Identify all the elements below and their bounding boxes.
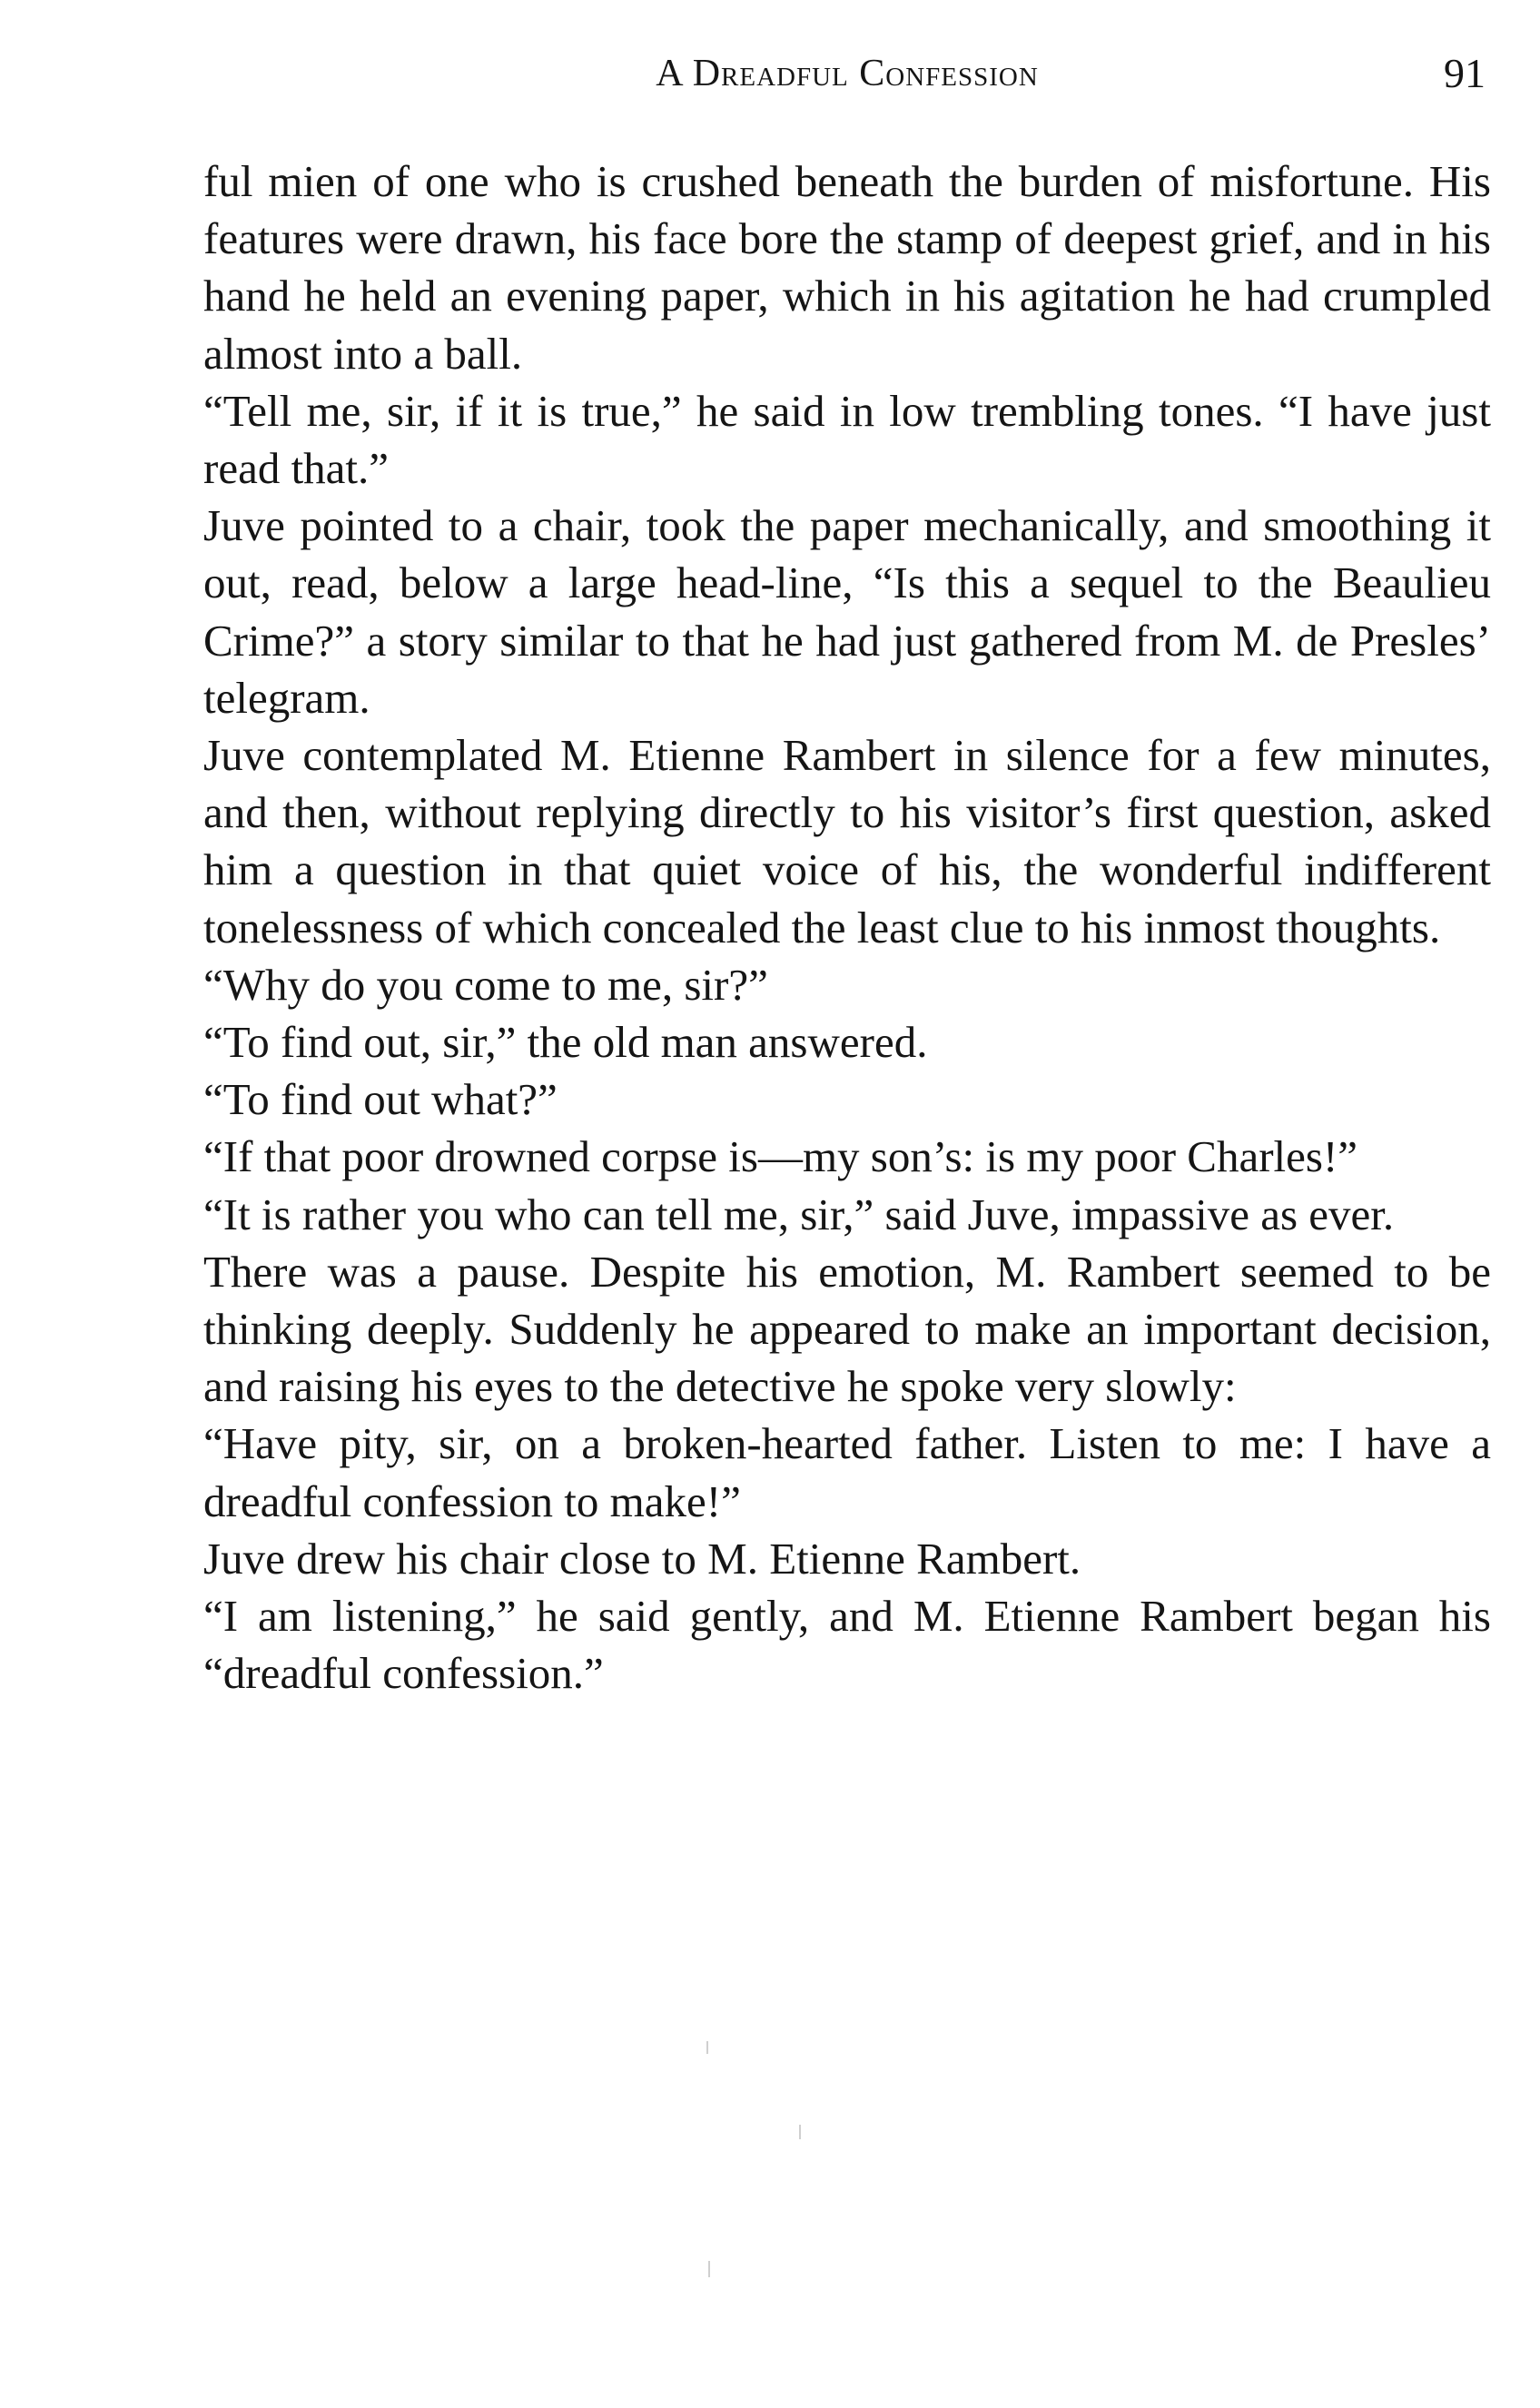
paragraph-4: Juve contemplated M. Etienne Rambert in silence for a few minutes, and then, without replying directly to his visitor’s first question, asked him a question in that quiet voice of his, the wonderful indifferent tonelessness of which concealed the least clue to his inmost thoughts. <box>203 730 1491 952</box>
paragraph-1: ful mien of one who is crushed beneath the burden of misfortune. His features were drawn, his face bore the stamp of deepest grief, and in his hand he held an evening paper, which in his agitation he had crumpled almost into a ball. <box>203 156 1491 379</box>
scan-speck <box>706 2041 708 2054</box>
running-title: A Dreadful Confession <box>656 53 1039 94</box>
paragraph-10: There was a pause. Despite his emotion, M. Rambert seemed to be thinking deeply. Suddenly he appeared to make an important decision, and raising his eyes to the detective he spoke very slowly: <box>203 1246 1491 1412</box>
body-text <box>203 153 1491 1702</box>
paragraph-5: “Why do you come to me, sir?” <box>203 959 768 1010</box>
paragraph-9: “It is rather you who can tell me, sir,” said Juve, impassive as ever. <box>203 1189 1395 1239</box>
scan-speck <box>799 2125 801 2139</box>
paragraph-8: “If that poor drowned corpse is—my son’s: is my poor Charles!” <box>203 1131 1358 1182</box>
paragraph-7: “To find out what?” <box>203 1074 558 1125</box>
paragraph-13: “I am listening,” he said gently, and M. Etienne Rambert began his “dreadful confession.” <box>203 1591 1491 1699</box>
page-number: 91 <box>1444 50 1486 96</box>
scan-speck <box>708 2261 710 2277</box>
paragraph-3: Juve pointed to a chair, took the paper mechanically, and smoothing it out, read, below a large head-line, “Is this a sequel to the Beaulieu Crime?” a story similar to that he had just gathered from M. de Presles’ telegram. <box>203 500 1491 723</box>
paragraph-11: “Have pity, sir, on a broken-hearted father. Listen to me: I have a dreadful confession to make!” <box>203 1418 1491 1526</box>
running-head <box>203 42 1491 105</box>
paragraph-2: “Tell me, sir, if it is true,” he said in low trembling tones. “I have just read that.” <box>203 385 1491 494</box>
paragraph-12: Juve drew his chair close to M. Etienne Rambert. <box>203 1533 1081 1584</box>
paragraph-6: “To find out, sir,” the old man answered. <box>203 1017 928 1068</box>
